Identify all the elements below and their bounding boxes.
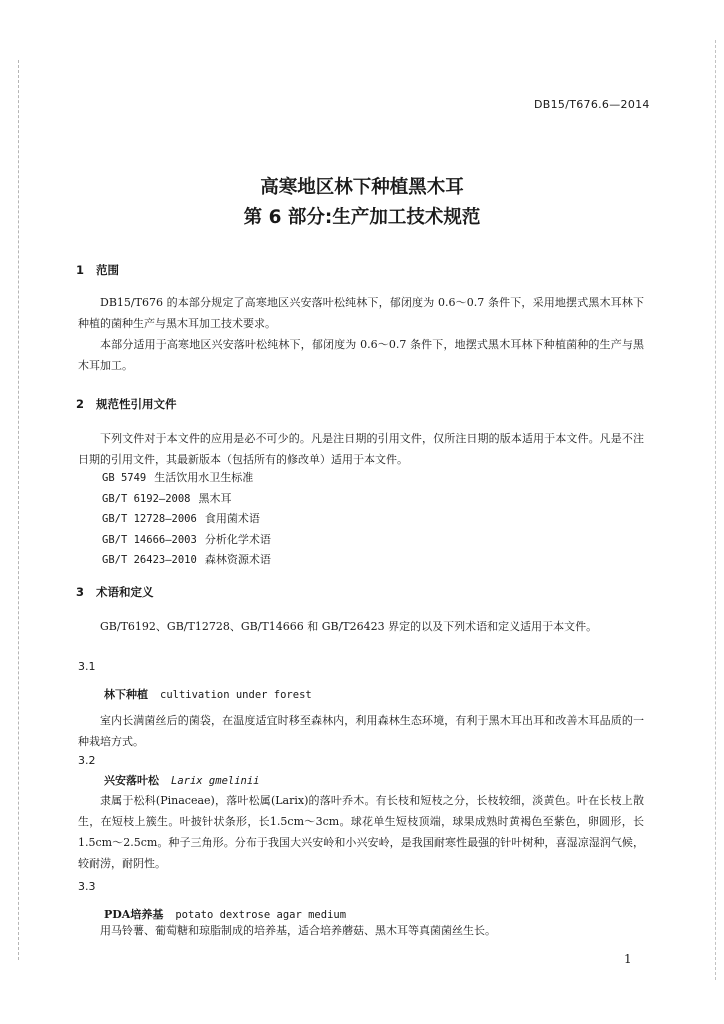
reference-code: GB/T 26423—2010 <box>102 554 197 566</box>
section-heading-scope <box>76 262 119 278</box>
term-cn: 林下种植 <box>104 688 148 701</box>
terms-intro: GB/T6192、GB/T12728、GB/T14666 和 GB/T26423 界定的以及下列术语和定义适用于本文件。 <box>100 620 598 633</box>
term-en: cultivation under forest <box>160 689 312 701</box>
reference-item <box>102 489 271 510</box>
reference-list <box>102 468 271 571</box>
term-en: potato dextrose agar medium <box>175 909 347 921</box>
section-heading-terms <box>76 584 154 600</box>
reference-code: GB/T 14666—2003 <box>102 533 197 546</box>
reference-item <box>102 550 271 571</box>
reference-item <box>102 530 271 551</box>
term-title <box>104 686 312 702</box>
term-number: 3.3 <box>78 880 96 893</box>
term-definition: 隶属于松科(Pinaceae)，落叶松属(Larix)的落叶乔木。有长枝和短枝之分，长枝较细，淡黄色。叶在长枝上散生，在短枝上簇生。叶披针状条形，长1.5cm～3cm。球花单生短枝顶端，球果成熟时黄褐色至紫色，卵圆形，长1.5cm～2.5cm。种子三角形。分布于我国大兴安岭和小兴安岭，是我国耐寒性最强的针叶树种，喜湿凉湿润气候，较耐涝，耐阴性。 <box>78 794 644 870</box>
term-definition: 用马铃薯、葡萄糖和琼脂制成的培养基，适合培养蘑菇、黑木耳等真菌菌丝生长。 <box>100 924 496 937</box>
reference-title: 分析化学术语 <box>204 532 271 546</box>
scope-paragraph-2: 本部分适用于高寒地区兴安落叶松纯林下，郁闭度为 0.6～0.7 条件下，地摆式黑木耳林下种植菌种的生产与黑木耳加工。 <box>78 338 644 372</box>
normative-refs-intro: 下列文件对于本文件的应用是必不可少的。凡是注日期的引用文件，仅所注日期的版本适用于本文件。凡是不注日期的引用文件，其最新版本（包括所有的修改单）适用于本文件。 <box>78 432 644 466</box>
document-title: 高寒地区林下种植黑木耳 <box>260 177 464 198</box>
reference-code: GB/T 6192—2008 <box>102 492 191 505</box>
document-subtitle: 第 6 部分:生产加工技术规范 <box>243 207 481 228</box>
term-cn: 兴安落叶松 <box>104 774 159 787</box>
section-number: 3 <box>76 585 85 599</box>
section-number: 2 <box>76 397 85 411</box>
scope-paragraph-1: DB15/T676 的本部分规定了高寒地区兴安落叶松纯林下，郁闭度为 0.6～0.7 条件下，采用地摆式黑木耳林下种植的菌种生产与黑木耳加工技术要求。 <box>78 296 644 330</box>
reference-title: 食用菌术语 <box>204 512 260 525</box>
term-number: 3.2 <box>78 754 96 767</box>
standard-code: DB15/T676.6—2014 <box>534 98 650 111</box>
section-title: 规范性引用文件 <box>96 397 177 411</box>
reference-title: 黑木耳 <box>198 491 232 505</box>
reference-item <box>102 509 271 530</box>
section-title: 术语和定义 <box>96 585 154 599</box>
term-cn: PDA培养基 <box>104 908 164 921</box>
section-title: 范围 <box>96 263 119 277</box>
reference-item <box>102 468 271 489</box>
term-en: Larix gmelinii <box>171 775 260 787</box>
reference-title: 生活饮用水卫生标准 <box>154 471 254 484</box>
term-title <box>104 772 260 788</box>
page-number: 1 <box>624 952 632 966</box>
reference-code: GB/T 12728—2006 <box>102 513 197 525</box>
reference-title: 森林资源术语 <box>204 553 271 566</box>
section-heading-normative-refs <box>76 396 177 412</box>
term-number: 3.1 <box>78 660 96 673</box>
term-definition: 室内长满菌丝后的菌袋，在温度适宜时移至森林内，利用森林生态环境，有利于黑木耳出耳和改善木耳品质的一种栽培方式。 <box>78 714 644 748</box>
section-number: 1 <box>76 263 85 277</box>
reference-code: GB 5749 <box>102 472 147 484</box>
